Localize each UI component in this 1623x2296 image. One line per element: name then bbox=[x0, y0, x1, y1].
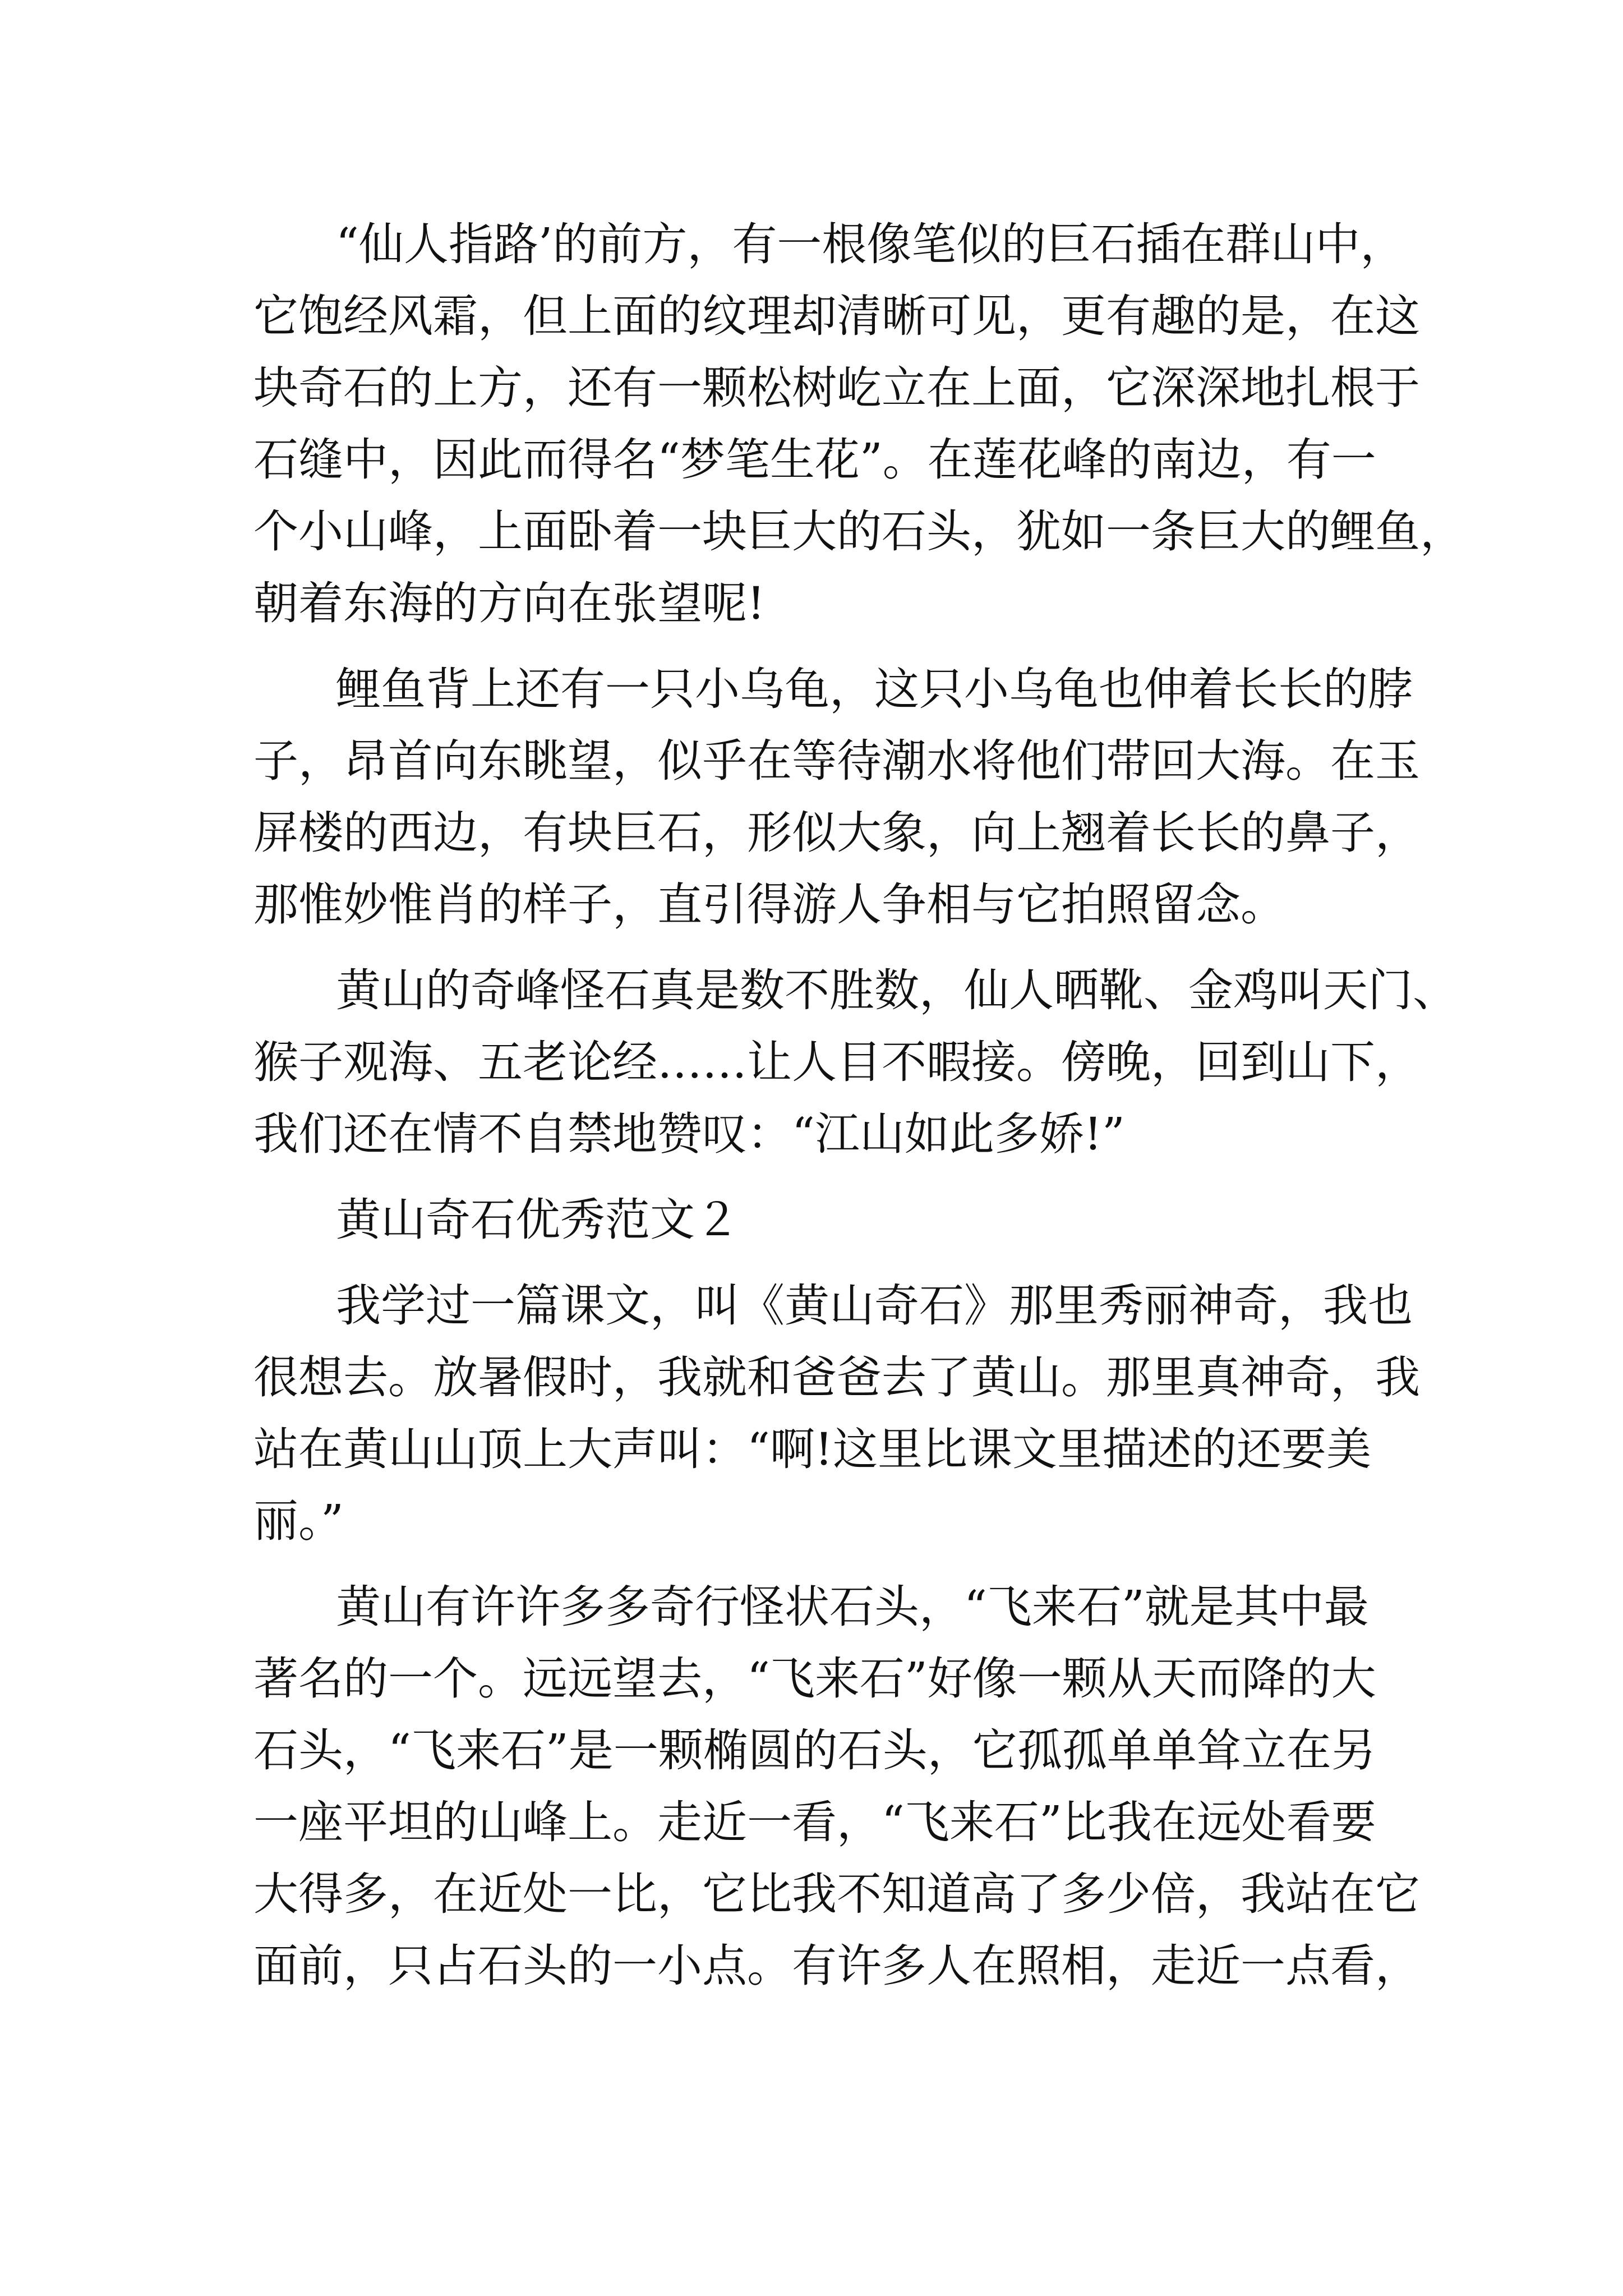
text-line: 我学过一篇课文，叫《黄山奇石》那里秀丽神奇，我也 bbox=[336, 1280, 1413, 1332]
text-line: 块奇石的上方，还有一颗松树屹立在上面，它深深地扎根于 bbox=[253, 362, 1420, 414]
text-line: 我们还在情不自禁地赞叹：“江山如此多娇!” bbox=[253, 1108, 1125, 1160]
text-line: 朝着东海的方向在张望呢! bbox=[253, 577, 766, 629]
text-line: 丽。” bbox=[253, 1495, 344, 1547]
text-line: 屏楼的西边，有块巨石，形似大象，向上翘着长长的鼻子， bbox=[253, 807, 1420, 859]
text-line: 猴子观海、五老论经……让人目不暇接。傍晚，回到山下， bbox=[253, 1036, 1420, 1088]
text-line: 一座平坦的山峰上。走近一看，“飞来石”比我在远处看要 bbox=[253, 1796, 1376, 1848]
text-line: 石头，“飞来石”是一颗椭圆的石头，它孤孤单单耸立在另 bbox=[253, 1724, 1376, 1777]
text-line: 著名的一个。远远望去，“飞来石”好像一颗从天而降的大 bbox=[253, 1653, 1376, 1705]
text-line: 面前，只占石头的一小点。有许多人在照相，走近一点看， bbox=[253, 1940, 1420, 1992]
heading-text: 黄山奇石优秀范文２ bbox=[336, 1194, 740, 1246]
text-line: 大得多，在近处一比，它比我不知道高了多少倍，我站在它 bbox=[253, 1868, 1420, 1920]
paragraph-5 bbox=[253, 1571, 1420, 2002]
text-line: “仙人指路’的前方，有一根像笔似的巨石插在群山中， bbox=[336, 218, 1405, 270]
text-line: 黄山有许许多多奇行怪状石头，“飞来石”就是其中最 bbox=[336, 1581, 1369, 1633]
text-line: 个小山峰，上面卧着一块巨大的石头，犹如一条巨大的鲤鱼， bbox=[253, 505, 1465, 558]
paragraph-2 bbox=[253, 654, 1420, 941]
text-line: 站在黄山山顶上大声叫：“啊!这里比课文里描述的还要美 bbox=[253, 1423, 1372, 1475]
paragraph-3 bbox=[253, 955, 1458, 1170]
paragraph-4 bbox=[253, 1270, 1420, 1557]
text-line: 黄山的奇峰怪石真是数不胜数，仙人晒靴、金鸡叫天门、 bbox=[336, 964, 1458, 1016]
text-line: 它饱经风霜，但上面的纹理却清晰可见，更有趣的是，在这 bbox=[253, 290, 1420, 342]
text-line: 很想去。放暑假时，我就和爸爸去了黄山。那里真神奇，我 bbox=[253, 1351, 1420, 1404]
text-line: 石缝中，因此而得名“梦笔生花”。在莲花峰的南边，有一 bbox=[253, 434, 1376, 486]
text-line: 那惟妙惟肖的样子，直引得游人争相与它拍照留念。 bbox=[253, 878, 1285, 931]
document-body bbox=[253, 209, 1465, 2016]
text-line: 子，昂首向东眺望，似乎在等待潮水将他们带回大海。在玉 bbox=[253, 735, 1420, 787]
paragraph-1 bbox=[253, 209, 1465, 639]
section-heading bbox=[253, 1184, 1375, 1256]
text-line: 鲤鱼背上还有一只小乌龟，这只小乌龟也伸着长长的脖 bbox=[336, 663, 1413, 715]
